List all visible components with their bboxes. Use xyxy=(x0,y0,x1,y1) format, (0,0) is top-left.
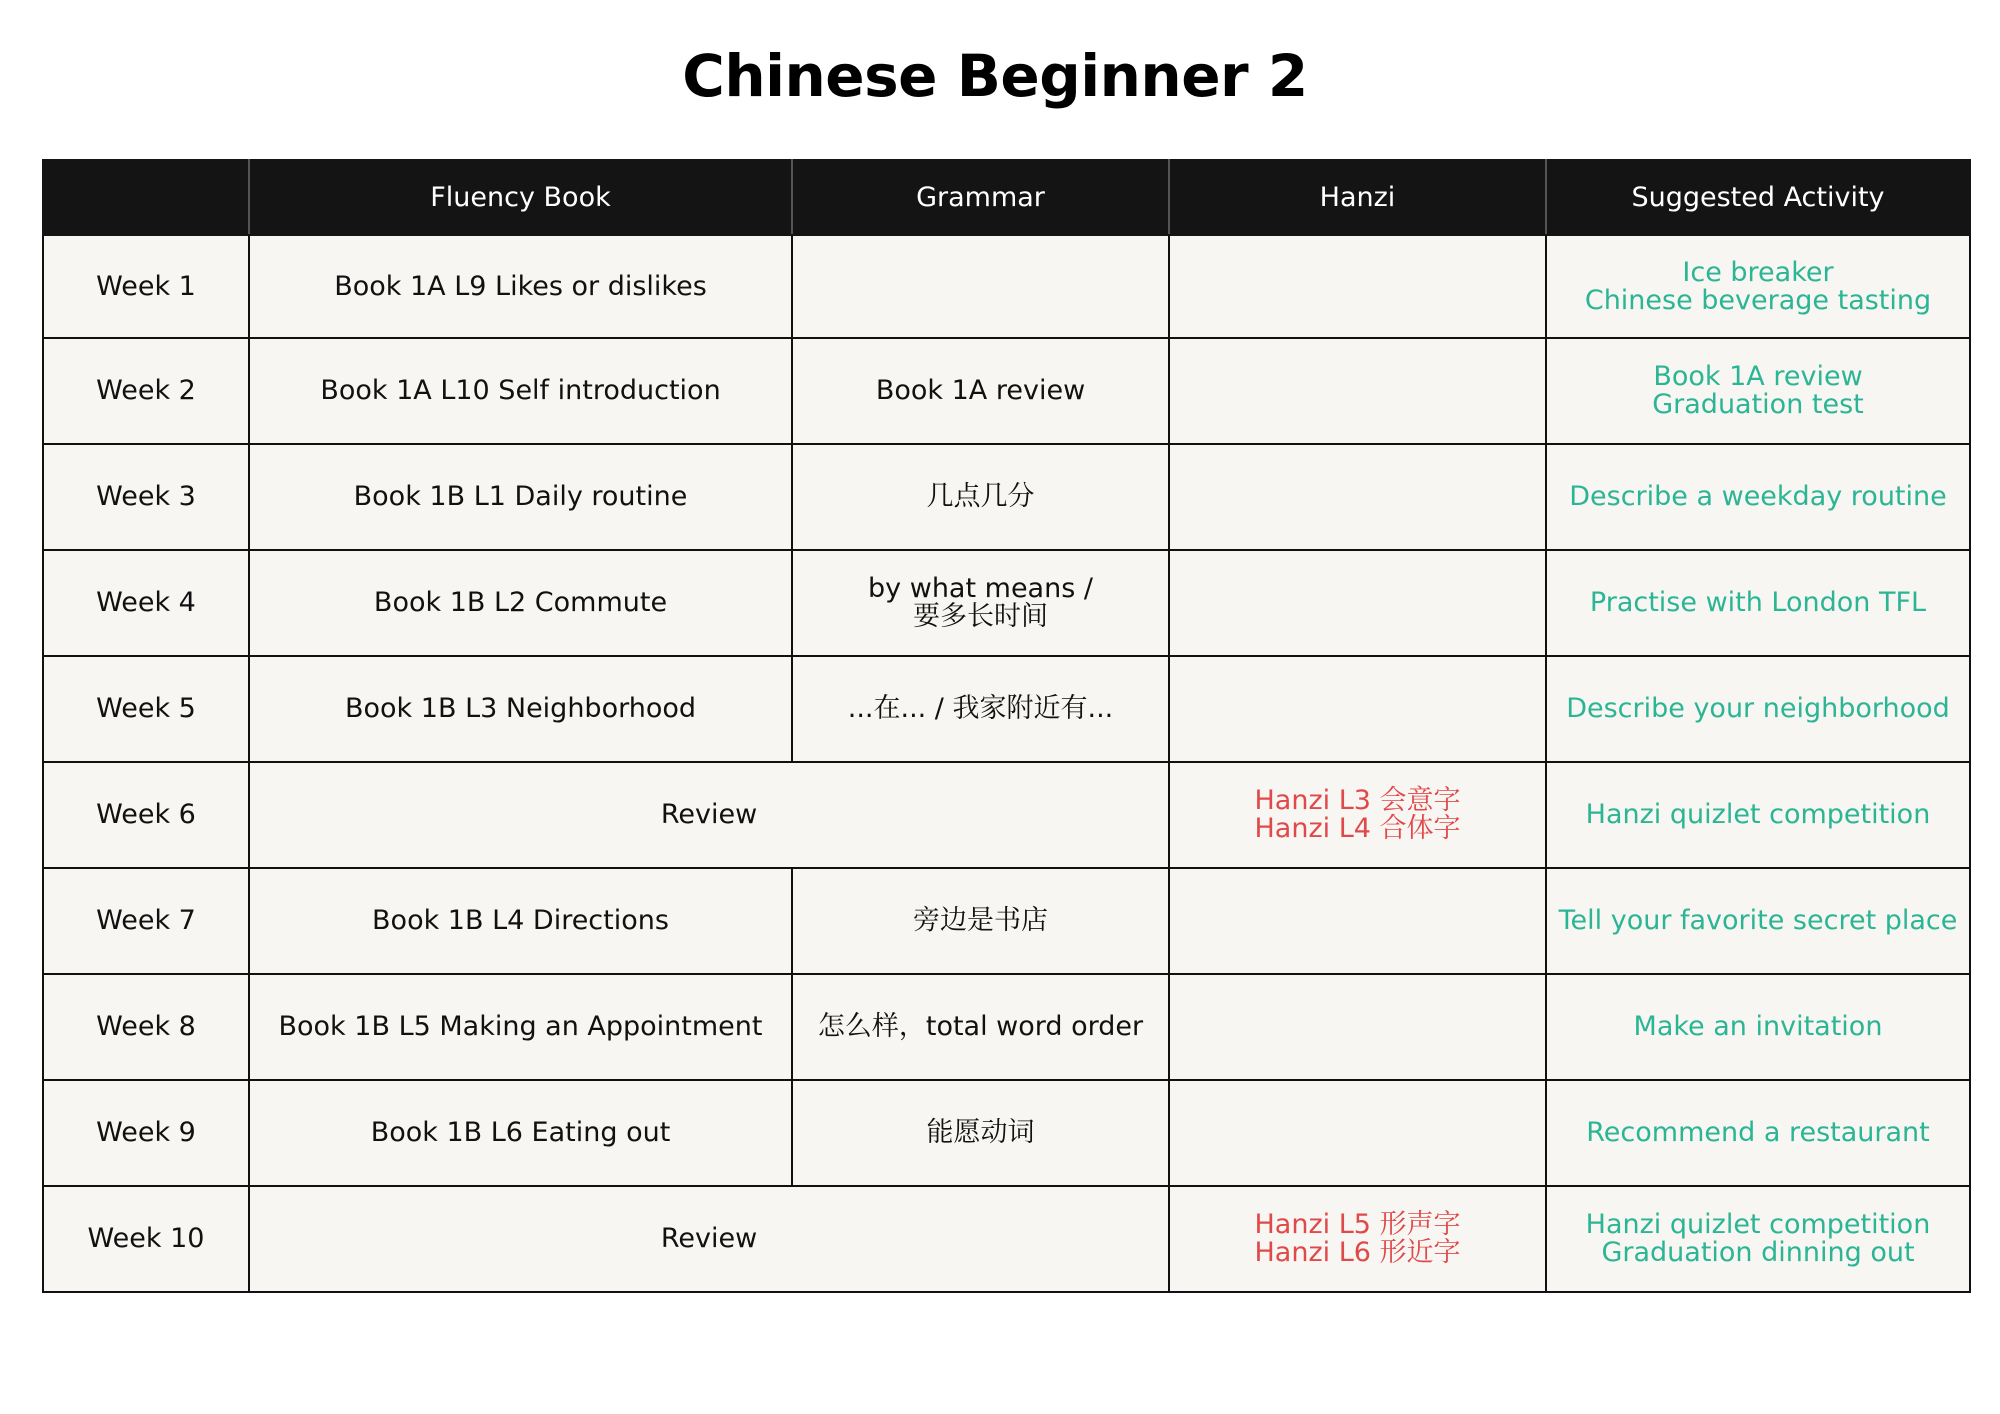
fluency-book-cell: Book 1B L3 Neighborhood xyxy=(249,656,792,762)
grammar-cell: by what means / 要多长时间 xyxy=(792,550,1169,656)
activity-cell: Recommend a restaurant xyxy=(1546,1080,1970,1186)
activity-cell: Describe a weekday routine xyxy=(1546,444,1970,550)
fluency-book-cell: Book 1B L2 Commute xyxy=(249,550,792,656)
week-cell: Week 7 xyxy=(43,868,249,974)
course-schedule-table xyxy=(42,159,1971,1293)
hanzi-cell xyxy=(1169,868,1546,974)
activity-cell: Hanzi quizlet competition Graduation dinning out xyxy=(1546,1186,1970,1292)
week-cell: Week 6 xyxy=(43,762,249,868)
table-row xyxy=(43,974,1970,1080)
week-cell: Week 2 xyxy=(43,338,249,444)
review-cell: Review xyxy=(249,762,1169,868)
fluency-book-cell: Book 1A L9 Likes or dislikes xyxy=(249,235,792,338)
table-row xyxy=(43,338,1970,444)
page-title: Chinese Beginner 2 xyxy=(682,42,1308,110)
hanzi-cell xyxy=(1169,974,1546,1080)
grammar-cell: Book 1A review xyxy=(792,338,1169,444)
review-cell: Review xyxy=(249,1186,1169,1292)
activity-cell: Book 1A review Graduation test xyxy=(1546,338,1970,444)
header-grammar: Grammar xyxy=(792,160,1169,235)
week-cell: Week 10 xyxy=(43,1186,249,1292)
table-row xyxy=(43,656,1970,762)
activity-cell: Practise with London TFL xyxy=(1546,550,1970,656)
hanzi-cell xyxy=(1169,444,1546,550)
table-row xyxy=(43,1186,1970,1292)
grammar-cell: 怎么样，total word order xyxy=(792,974,1169,1080)
fluency-book-cell: Book 1A L10 Self introduction xyxy=(249,338,792,444)
table-row xyxy=(43,235,1970,338)
grammar-cell: 几点几分 xyxy=(792,444,1169,550)
hanzi-cell: Hanzi L5 形声字 Hanzi L6 形近字 xyxy=(1169,1186,1546,1292)
table-row xyxy=(43,444,1970,550)
grammar-cell xyxy=(792,235,1169,338)
activity-cell: Describe your neighborhood xyxy=(1546,656,1970,762)
header-week xyxy=(43,160,249,235)
week-cell: Week 4 xyxy=(43,550,249,656)
week-cell: Week 5 xyxy=(43,656,249,762)
grammar-cell: 能愿动词 xyxy=(792,1080,1169,1186)
table-row xyxy=(43,868,1970,974)
header-row xyxy=(43,160,1970,235)
hanzi-cell xyxy=(1169,1080,1546,1186)
hanzi-cell xyxy=(1169,550,1546,656)
activity-cell: Make an invitation xyxy=(1546,974,1970,1080)
hanzi-cell xyxy=(1169,235,1546,338)
hanzi-cell xyxy=(1169,656,1546,762)
activity-cell: Tell your favorite secret place xyxy=(1546,868,1970,974)
fluency-book-cell: Book 1B L6 Eating out xyxy=(249,1080,792,1186)
hanzi-cell xyxy=(1169,338,1546,444)
grammar-cell: 旁边是书店 xyxy=(792,868,1169,974)
table-row xyxy=(43,550,1970,656)
week-cell: Week 3 xyxy=(43,444,249,550)
fluency-book-cell: Book 1B L4 Directions xyxy=(249,868,792,974)
fluency-book-cell: Book 1B L5 Making an Appointment xyxy=(249,974,792,1080)
fluency-book-cell: Book 1B L1 Daily routine xyxy=(249,444,792,550)
week-cell: Week 8 xyxy=(43,974,249,1080)
activity-cell: Hanzi quizlet competition xyxy=(1546,762,1970,868)
grammar-cell: ...在... / 我家附近有... xyxy=(792,656,1169,762)
week-cell: Week 9 xyxy=(43,1080,249,1186)
activity-cell: Ice breaker Chinese beverage tasting xyxy=(1546,235,1970,338)
hanzi-cell: Hanzi L3 会意字 Hanzi L4 合体字 xyxy=(1169,762,1546,868)
table-row xyxy=(43,1080,1970,1186)
header-hanzi: Hanzi xyxy=(1169,160,1546,235)
header-fluency-book: Fluency Book xyxy=(249,160,792,235)
header-suggested-activity: Suggested Activity xyxy=(1546,160,1970,235)
table-row xyxy=(43,762,1970,868)
week-cell: Week 1 xyxy=(43,235,249,338)
